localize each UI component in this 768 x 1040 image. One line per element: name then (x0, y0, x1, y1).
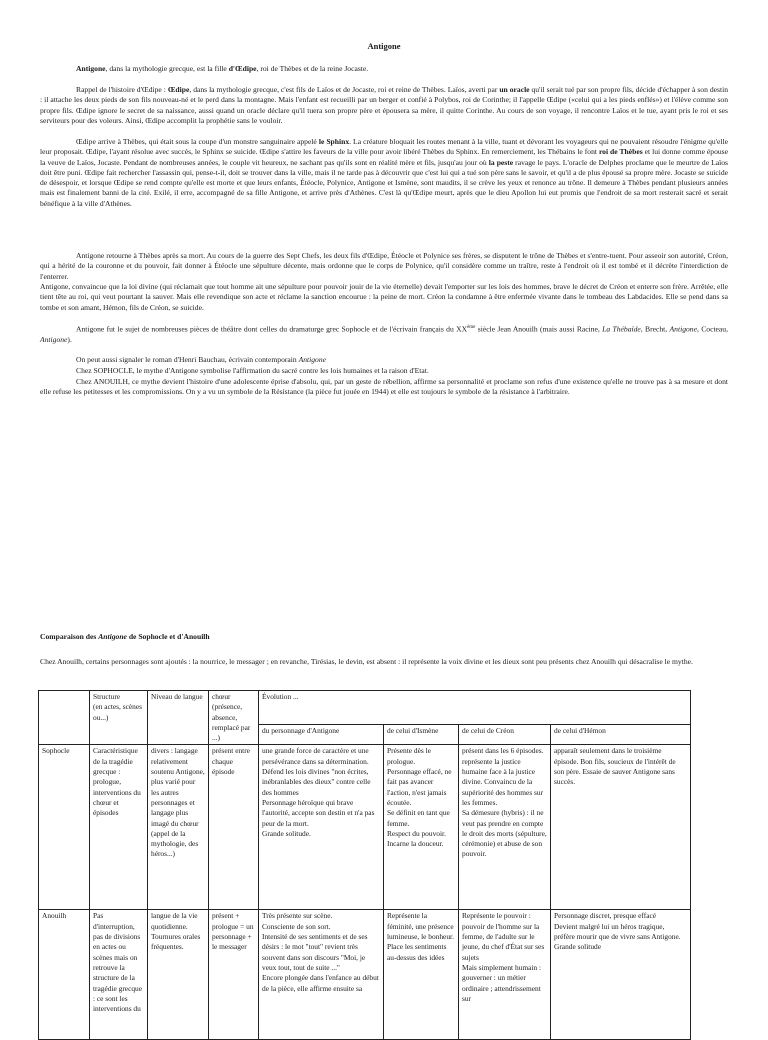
paragraph-anouilh: Chez ANOUILH, ce mythe devient l'histoire d'une adolescente éprise d'absolu, qui, par un geste de rébellion, affirme sa personnalité et proclame son refus d'une existence qu'elle ne trouve pas à sa mesure et dont elle refuse les petitesses et les compromissions. On y a vu un symbole de la Résistance (la pièce fut jouée en 1944) et elle est toujours le symbole de la résistance à l'arbitraire. (40, 377, 728, 397)
paragraph-bauchau: On peut aussi signaler le roman d'Henri Bauchau, écrivain contemporain Antigone (76, 355, 326, 364)
page-title: Antigone (367, 41, 401, 51)
comparison-intro: Chez Anouilh, certains personnages sont ajoutés : la nourrice, le messager ; en revanche, Tirésias, le devin, est absent : il représente la voix divine et les dieux sont peu présents chez Anouilh qui désacralise le mythe. (40, 657, 693, 666)
header-empty (39, 691, 90, 745)
cell-antigone: Très présente sur scène. Consciente de son sort. Intensité de ses sentiments et de ses désirs : le mot "tout" revient très souvent dans son discours "Moi, je veux tout, tout de suite ..." Encore plongée dans l'enfance au début de la pièce, elle affirme ensuite sa (259, 910, 384, 1040)
header-ismene: de celui d'Ismène (384, 725, 459, 745)
header-choeur: chœur (présence, absence, remplacé par ...) (209, 691, 259, 745)
header-evolution: Évolution ... (259, 691, 691, 725)
paragraph-sphinx: Œdipe arrive à Thèbes, qui était sous la coupe d'un monstre sanguinaire appelé le Sphinx. La créature bloquait les routes menant à la ville, tuant et dévorant les voyageurs qui ne pouvaient résoudre l'énigme qu'elle leur proposait. Œdipe, l'ayant résolue avec succès, le Sphinx se suicide. Œdipe s'attire les faveurs de la ville pour avoir libéré Thèbes du Sphinx. En remerciement, les Thébains le font roi de Thèbes et lui donne comme épouse la veuve de Laïos, Jocaste. Pendant de nombreuses années, le couple vit heureux, ne sachant pas qu'ils sont en réalité mère et fils, jusqu'au jour où la peste ravage le pays. L'oracle de Delphes proclame que le meurtre de Laïos doit être puni. Œdipe fait rechercher l'assassin qui, pense-t-il, doit se trouver dans la ville, mais il ne tarde pas à découvrir que c'est lui qui a tué son père sans le savoir, et qu'il a de plus épousé sa propre mère. Jocaste se suicide de désespoir, et lorsque Œdipe se rend compte qu'elle est morte et que leurs enfants, Étéocle, Polynice, Antigone et Ismène, sont maudits, il se crève les yeux et renonce au trône. Il demeure à Thèbes pendant plusieurs années mais est finalement banni de la cité. Exilé, il erre, accompagné de sa fille Antigone, et arrive près d'Athènes. C'est là qu'Œdipe meurt, après que le dieu Apollon lui eut promis que l'endroit de sa mort resterait sacré et serait bénéfique à la ville d'Athènes. (40, 137, 729, 208)
cell-niveau: langue de la vie quotidienne. Tournures orales fréquentes. (148, 910, 209, 1040)
cell-creon: Représente le pouvoir : pouvoir de l'homme sur la femme, de l'adulte sur le jeune, du chef d'État sur ses sujets Mais simplement humain : gouverner : un métier ordinaire ; attendrissement sur (459, 910, 551, 1040)
row-author: Anouilh (39, 910, 90, 1040)
paragraph-return-thebes: Antigone retourne à Thèbes après sa mort. Au cours de la guerre des Sept Chefs, les deux fils d'Œdipe, Étéocle et Polynice ses frères, se disputent le trône de Thèbes et s'entre-tuent. Pour asseoir son autorité, Créon, qui a hérité de la couronne et du pouvoir, fait donner à Étéocle une sépulture décente, mais ordonne que le corps de Polynice, qu'il considère comme un traître, reste à l'endroit où il est tombé et il décrète l'interdiction de l'enterrer. (40, 251, 728, 281)
table-row (39, 745, 691, 910)
cell-creon: présent dans les 6 épisodes. représente la justice humaine face à la justice divine. Convaincu de la supériorité des hommes sur les femmes. Sa démesure (hybris) : il ne veut pas prendre en compte le droit des morts (sépulture, cérémonie) et abuse de son pouvoir. (459, 745, 551, 910)
header-creon: de celui de Créon (459, 725, 551, 745)
cell-choeur: présent entre chaque épisode (209, 745, 259, 910)
cell-antigone: une grande force de caractère et une persévérance dans sa détermination. Défend les lois divines "non écrites, inébranlables des dieux" contre celle des hommes Personnage héroïque qui brave l'autorité, accepte son destin et n'a pas peur de la mort. Grande solitude. (259, 745, 384, 910)
cell-niveau: divers : langage relativement soutenu Antigone, plus varié pour les autres personnages et langage plus imagé du chœur (appel de la mythologie, des héros...) (148, 745, 209, 910)
cell-ismene: Représente la féminité, une présence lumineuse, le bonheur. Place les sentiments au-dessus des idées (384, 910, 459, 1040)
paragraph-sophocle: Chez SOPHOCLE, le mythe d'Antigone symbolise l'affirmation du sacré contre les lois humaines et la raison d'Etat. (76, 366, 429, 375)
section-heading: Comparaison des Antigone de Sophocle et d'Anouilh (40, 632, 210, 641)
cell-structure: Caractéristique de la tragédie grecque : prologue, interventions du chœur et épisodes (90, 745, 148, 910)
table-header-row (39, 691, 691, 725)
paragraph-plays: Antigone fut le sujet de nombreuses pièces de théâtre dont celles du dramaturge grec Sophocle et de l'écrivain français du XXème siècle Jean Anouilh (mais aussi Racine, La Thébaïde, Brecht, Antigone, Cocteau, Antigone). (40, 324, 728, 344)
header-niveau: Niveau de langue (148, 691, 209, 745)
cell-structure: Pas d'interruption, pas de divisions en actes ou scènes mais on retrouve la structure de la tragédie grecque : ce sont les interventions du (90, 910, 148, 1040)
row-author: Sophocle (39, 745, 90, 910)
header-structure: Structure (en actes, scènes ou...) (90, 691, 148, 745)
cell-choeur: présent + prologue = un personnage + le messager (209, 910, 259, 1040)
paragraph-intro: Antigone, dans la mythologie grecque, est la fille d'Œdipe, roi de Thèbes et de la reine Jocaste. (76, 64, 369, 73)
comparison-table (38, 690, 691, 1040)
header-hemon: de celui d'Hémon (551, 725, 691, 745)
table-row (39, 910, 691, 1040)
header-antigone: du personnage d'Antigone (259, 725, 384, 745)
cell-hemon: Personnage discret, presque effacé Devient malgré lui un héros tragique, préfère mourir que de vivre sans Antigone. Grande solitude (551, 910, 691, 1040)
paragraph-divine-law: Antigone, convaincue que la loi divine (qui réclamait que tout homme ait une sépulture pour pouvoir jouir de la vie éternelle) devait l'emporter sur les lois des hommes, brave le décret de Créon et enterre son frère. Arrêtée, elle tient tête au roi, qui veut pourtant la sauver. Mais elle revendique son acte et réclame la sanction encourue : la peine de mort. Créon la condamne à être enfermée vivante dans le tombeau des Labdacides. Elle se pend dans sa tombe et son amant, Hémon, fils de Créon, se suicide. (40, 282, 728, 312)
cell-hemon: apparaît seulement dans le troisième épisode. Bon fils, soucieux de l'intérêt de son père. Essaie de sauver Antigone sans succès. (551, 745, 691, 910)
paragraph-oedipe-history: Rappel de l'histoire d'Œdipe : Œdipe, dans la mythologie grecque, c'est fils de Laïos et de Jocaste, roi et reine de Thèbes. Laïos, averti par un oracle qu'il serait tué par son propre fils, décide d'échapper à son destin : il attache les deux pieds de son fils nouveau-né et le perd dans la montagne. Mais l'enfant est recueilli par un berger et confié à Polybos, roi de Corinthe; il l'appelle Œdipe («celui qui a les pieds enflés») et l'élève comme son propre fils. Œdipe ignore le secret de sa naissance, aussi quand un oracle déclare qu'il tuera son propre père et épousera sa mère, il quitte Corinthe. Au cours de son voyage, il rencontre Laïos et le tue, ayant pris le roi et ses serviteurs pour des voleurs. Ainsi, Œdipe accomplit la prophétie sans le vouloir. (40, 85, 728, 125)
cell-ismene: Présente dès le prologue. Personnage effacé, ne fait pas avancer l'action, n'est jamais écoutée. Se définit en tant que femme. Respect du pouvoir. Incarne la douceur. (384, 745, 459, 910)
antigone-lead: Antigone (76, 64, 106, 73)
